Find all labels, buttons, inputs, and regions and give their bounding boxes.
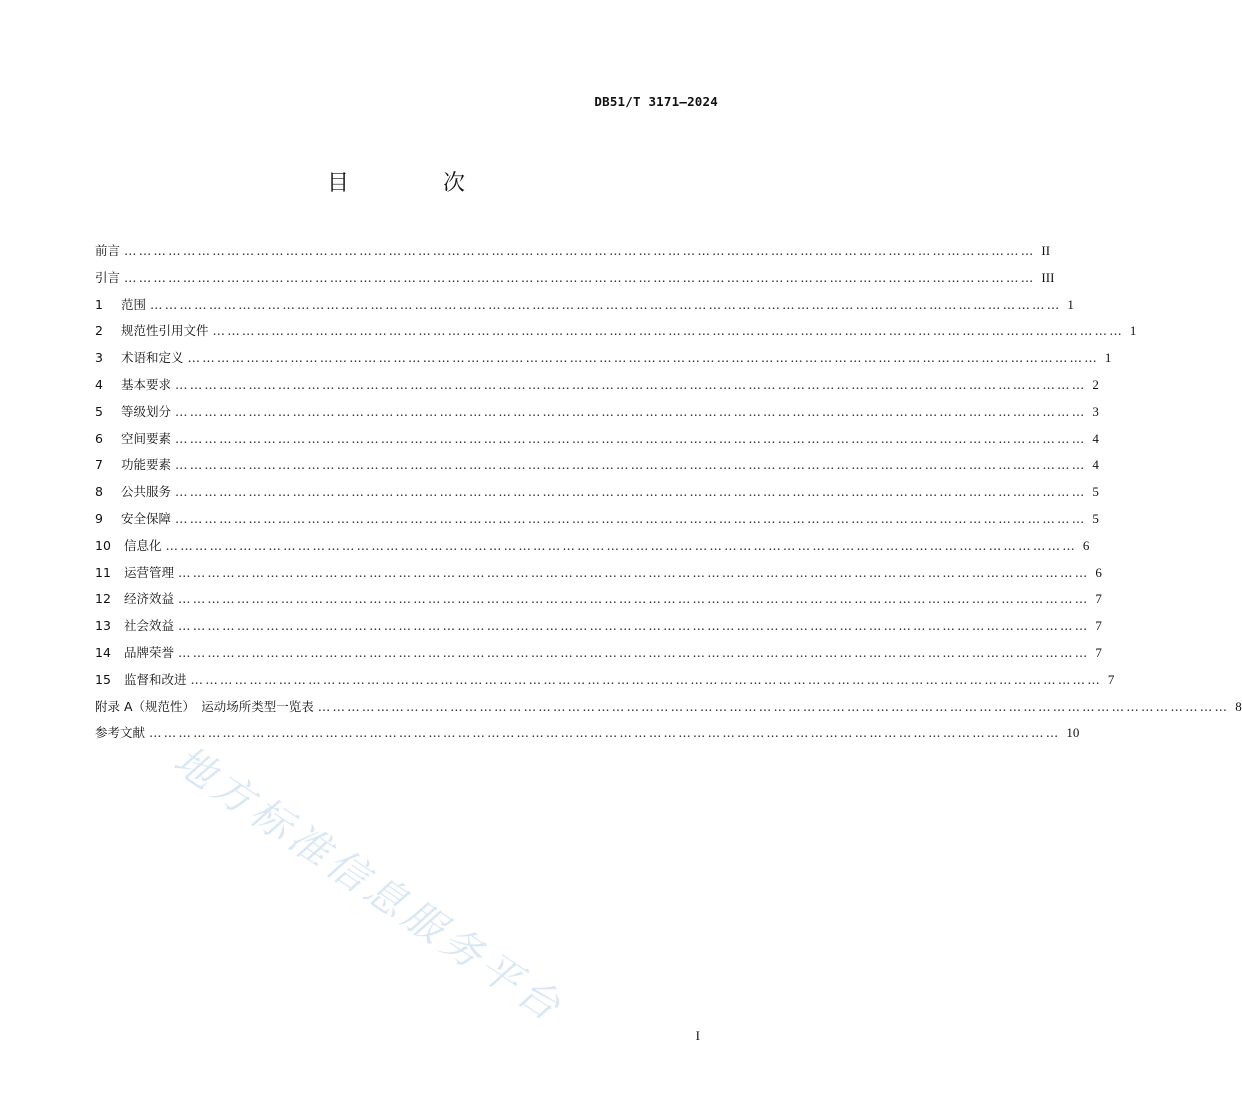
toc-item-label: 信息化 xyxy=(124,537,162,553)
toc-item-number: 5 xyxy=(95,403,103,419)
toc-leader-dots: …………………………………………………………………………………………………………………………………………………………………… xyxy=(175,457,1087,473)
toc-item-page: 1 xyxy=(1104,350,1112,366)
table-of-contents xyxy=(95,238,1242,747)
page-number: I xyxy=(695,1028,700,1043)
toc-leader-dots: …………………………………………………………………………………………………………………………………………………………………… xyxy=(175,430,1087,446)
toc-item-page: 3 xyxy=(1092,403,1099,419)
toc-item-label: 前言 xyxy=(95,243,121,258)
toc-item-number: 15 xyxy=(95,671,111,687)
toc-leader-dots: …………………………………………………………………………………………………………………………………………………………………… xyxy=(178,618,1090,634)
toc-item-label: 附录 A（规范性） 运动场所类型一览表 xyxy=(95,698,314,714)
toc-item-public-services[interactable] xyxy=(95,479,1099,506)
toc-item-label: 规范性引用文件 xyxy=(121,323,209,339)
toc-item-page: 4 xyxy=(1092,457,1099,473)
toc-item-page: III xyxy=(1041,269,1055,285)
toc-item-label: 基本要求 xyxy=(121,376,172,392)
toc-item-page: 1 xyxy=(1129,323,1137,339)
toc-item-label: 运营管理 xyxy=(124,564,175,580)
toc-item-supervision-improvement[interactable] xyxy=(95,667,1115,694)
toc-item-label: 安全保障 xyxy=(121,510,172,526)
toc-leader-dots: …………………………………………………………………………………………………………………………………………………………………… xyxy=(178,564,1090,580)
toc-item-number: 3 xyxy=(95,350,103,366)
toc-item-terms-definitions[interactable] xyxy=(95,345,1112,372)
toc-leader-dots: …………………………………………………………………………………………………………………………………………………………………… xyxy=(178,591,1090,607)
toc-leader-dots: …………………………………………………………………………………………………………………………………………………………………… xyxy=(150,296,1062,312)
toc-leader-dots: …………………………………………………………………………………………………………………………………………………………………… xyxy=(124,243,1036,258)
toc-item-operation-management[interactable] xyxy=(95,560,1102,587)
document-code: DB51/T 3171—2024 xyxy=(594,94,718,109)
toc-item-page: II xyxy=(1041,243,1051,258)
toc-item-page: 1 xyxy=(1067,296,1074,312)
toc-item-safety-assurance[interactable] xyxy=(95,506,1099,533)
toc-item-page: 7 xyxy=(1095,591,1102,607)
toc-item-label: 监督和改进 xyxy=(124,671,187,687)
toc-item-basic-requirements[interactable] xyxy=(95,372,1099,399)
toc-leader-dots: …………………………………………………………………………………………………………………………………………………………………… xyxy=(175,510,1087,526)
toc-item-label: 范围 xyxy=(121,296,147,312)
toc-item-label: 公共服务 xyxy=(121,484,172,500)
toc-item-number: 8 xyxy=(95,484,103,500)
toc-item-number: 10 xyxy=(95,537,111,553)
toc-item-label: 功能要素 xyxy=(121,457,172,473)
toc-item-page: 10 xyxy=(1066,725,1080,741)
toc-item-number: 11 xyxy=(95,564,111,580)
toc-leader-dots: …………………………………………………………………………………………………………………………………………………………………… xyxy=(175,403,1087,419)
toc-leader-dots: …………………………………………………………………………………………………………………………………………………………………… xyxy=(149,725,1061,741)
toc-item-number: 12 xyxy=(95,591,111,607)
toc-item-label: 等级划分 xyxy=(121,403,172,419)
toc-item-label: 经济效益 xyxy=(124,591,175,607)
toc-item-page: 7 xyxy=(1095,644,1102,660)
toc-leader-dots: …………………………………………………………………………………………………………………………………………………………………… xyxy=(212,323,1124,339)
toc-item-page: 7 xyxy=(1107,671,1115,687)
toc-item-bibliography[interactable] xyxy=(95,720,1080,747)
toc-item-number: 7 xyxy=(95,457,103,473)
watermark: 地方标准信息服务平台 xyxy=(165,737,573,1033)
toc-item-number: 1 xyxy=(95,296,103,312)
toc-leader-dots: …………………………………………………………………………………………………………………………………………………………………… xyxy=(165,537,1077,553)
toc-item-informatization[interactable] xyxy=(95,533,1090,560)
toc-item-grade-division[interactable] xyxy=(95,399,1099,426)
toc-item-appendix-a[interactable] xyxy=(95,694,1242,721)
toc-item-page: 8 xyxy=(1235,698,1242,714)
toc-leader-dots: …………………………………………………………………………………………………………………………………………………………………… xyxy=(178,644,1090,660)
toc-item-number: 14 xyxy=(95,644,111,660)
toc-item-page: 4 xyxy=(1092,430,1099,446)
toc-leader-dots: …………………………………………………………………………………………………………………………………………………………………… xyxy=(187,350,1099,366)
toc-item-spatial-elements[interactable] xyxy=(95,426,1099,453)
toc-leader-dots: …………………………………………………………………………………………………………………………………………………………………… xyxy=(317,698,1230,714)
toc-title: 目 次 xyxy=(326,171,501,196)
toc-item-number: 4 xyxy=(95,376,103,392)
toc-leader-dots: …………………………………………………………………………………………………………………………………………………………………… xyxy=(175,376,1087,392)
toc-item-number: 6 xyxy=(95,430,103,446)
toc-item-number: 13 xyxy=(95,618,111,634)
toc-item-label: 术语和定义 xyxy=(121,350,184,366)
toc-item-page: 6 xyxy=(1082,537,1090,553)
toc-item-label: 引言 xyxy=(95,269,121,285)
toc-item-label: 品牌荣誉 xyxy=(124,644,175,660)
toc-item-page: 7 xyxy=(1095,618,1102,634)
toc-item-social-benefits[interactable] xyxy=(95,613,1102,640)
toc-item-introduction[interactable] xyxy=(95,265,1055,292)
toc-leader-dots: …………………………………………………………………………………………………………………………………………………………………… xyxy=(190,671,1102,687)
toc-item-foreword[interactable] xyxy=(95,238,1051,265)
toc-item-label: 参考文献 xyxy=(95,725,146,741)
toc-item-normative-references[interactable] xyxy=(95,318,1137,345)
toc-item-page: 5 xyxy=(1092,484,1099,500)
toc-item-page: 2 xyxy=(1092,376,1099,392)
toc-item-number: 9 xyxy=(95,510,103,526)
toc-item-economic-benefits[interactable] xyxy=(95,586,1102,613)
toc-item-scope[interactable] xyxy=(95,292,1074,319)
toc-item-functional-elements[interactable] xyxy=(95,452,1099,479)
toc-leader-dots: …………………………………………………………………………………………………………………………………………………………………… xyxy=(124,269,1036,285)
toc-item-number: 2 xyxy=(95,323,103,339)
toc-item-page: 5 xyxy=(1092,510,1099,526)
toc-item-label: 社会效益 xyxy=(124,618,175,634)
toc-leader-dots: …………………………………………………………………………………………………………………………………………………………………… xyxy=(175,484,1087,500)
toc-item-label: 空间要素 xyxy=(121,430,172,446)
toc-item-page: 6 xyxy=(1095,564,1102,580)
toc-item-brand-honors[interactable] xyxy=(95,640,1102,667)
